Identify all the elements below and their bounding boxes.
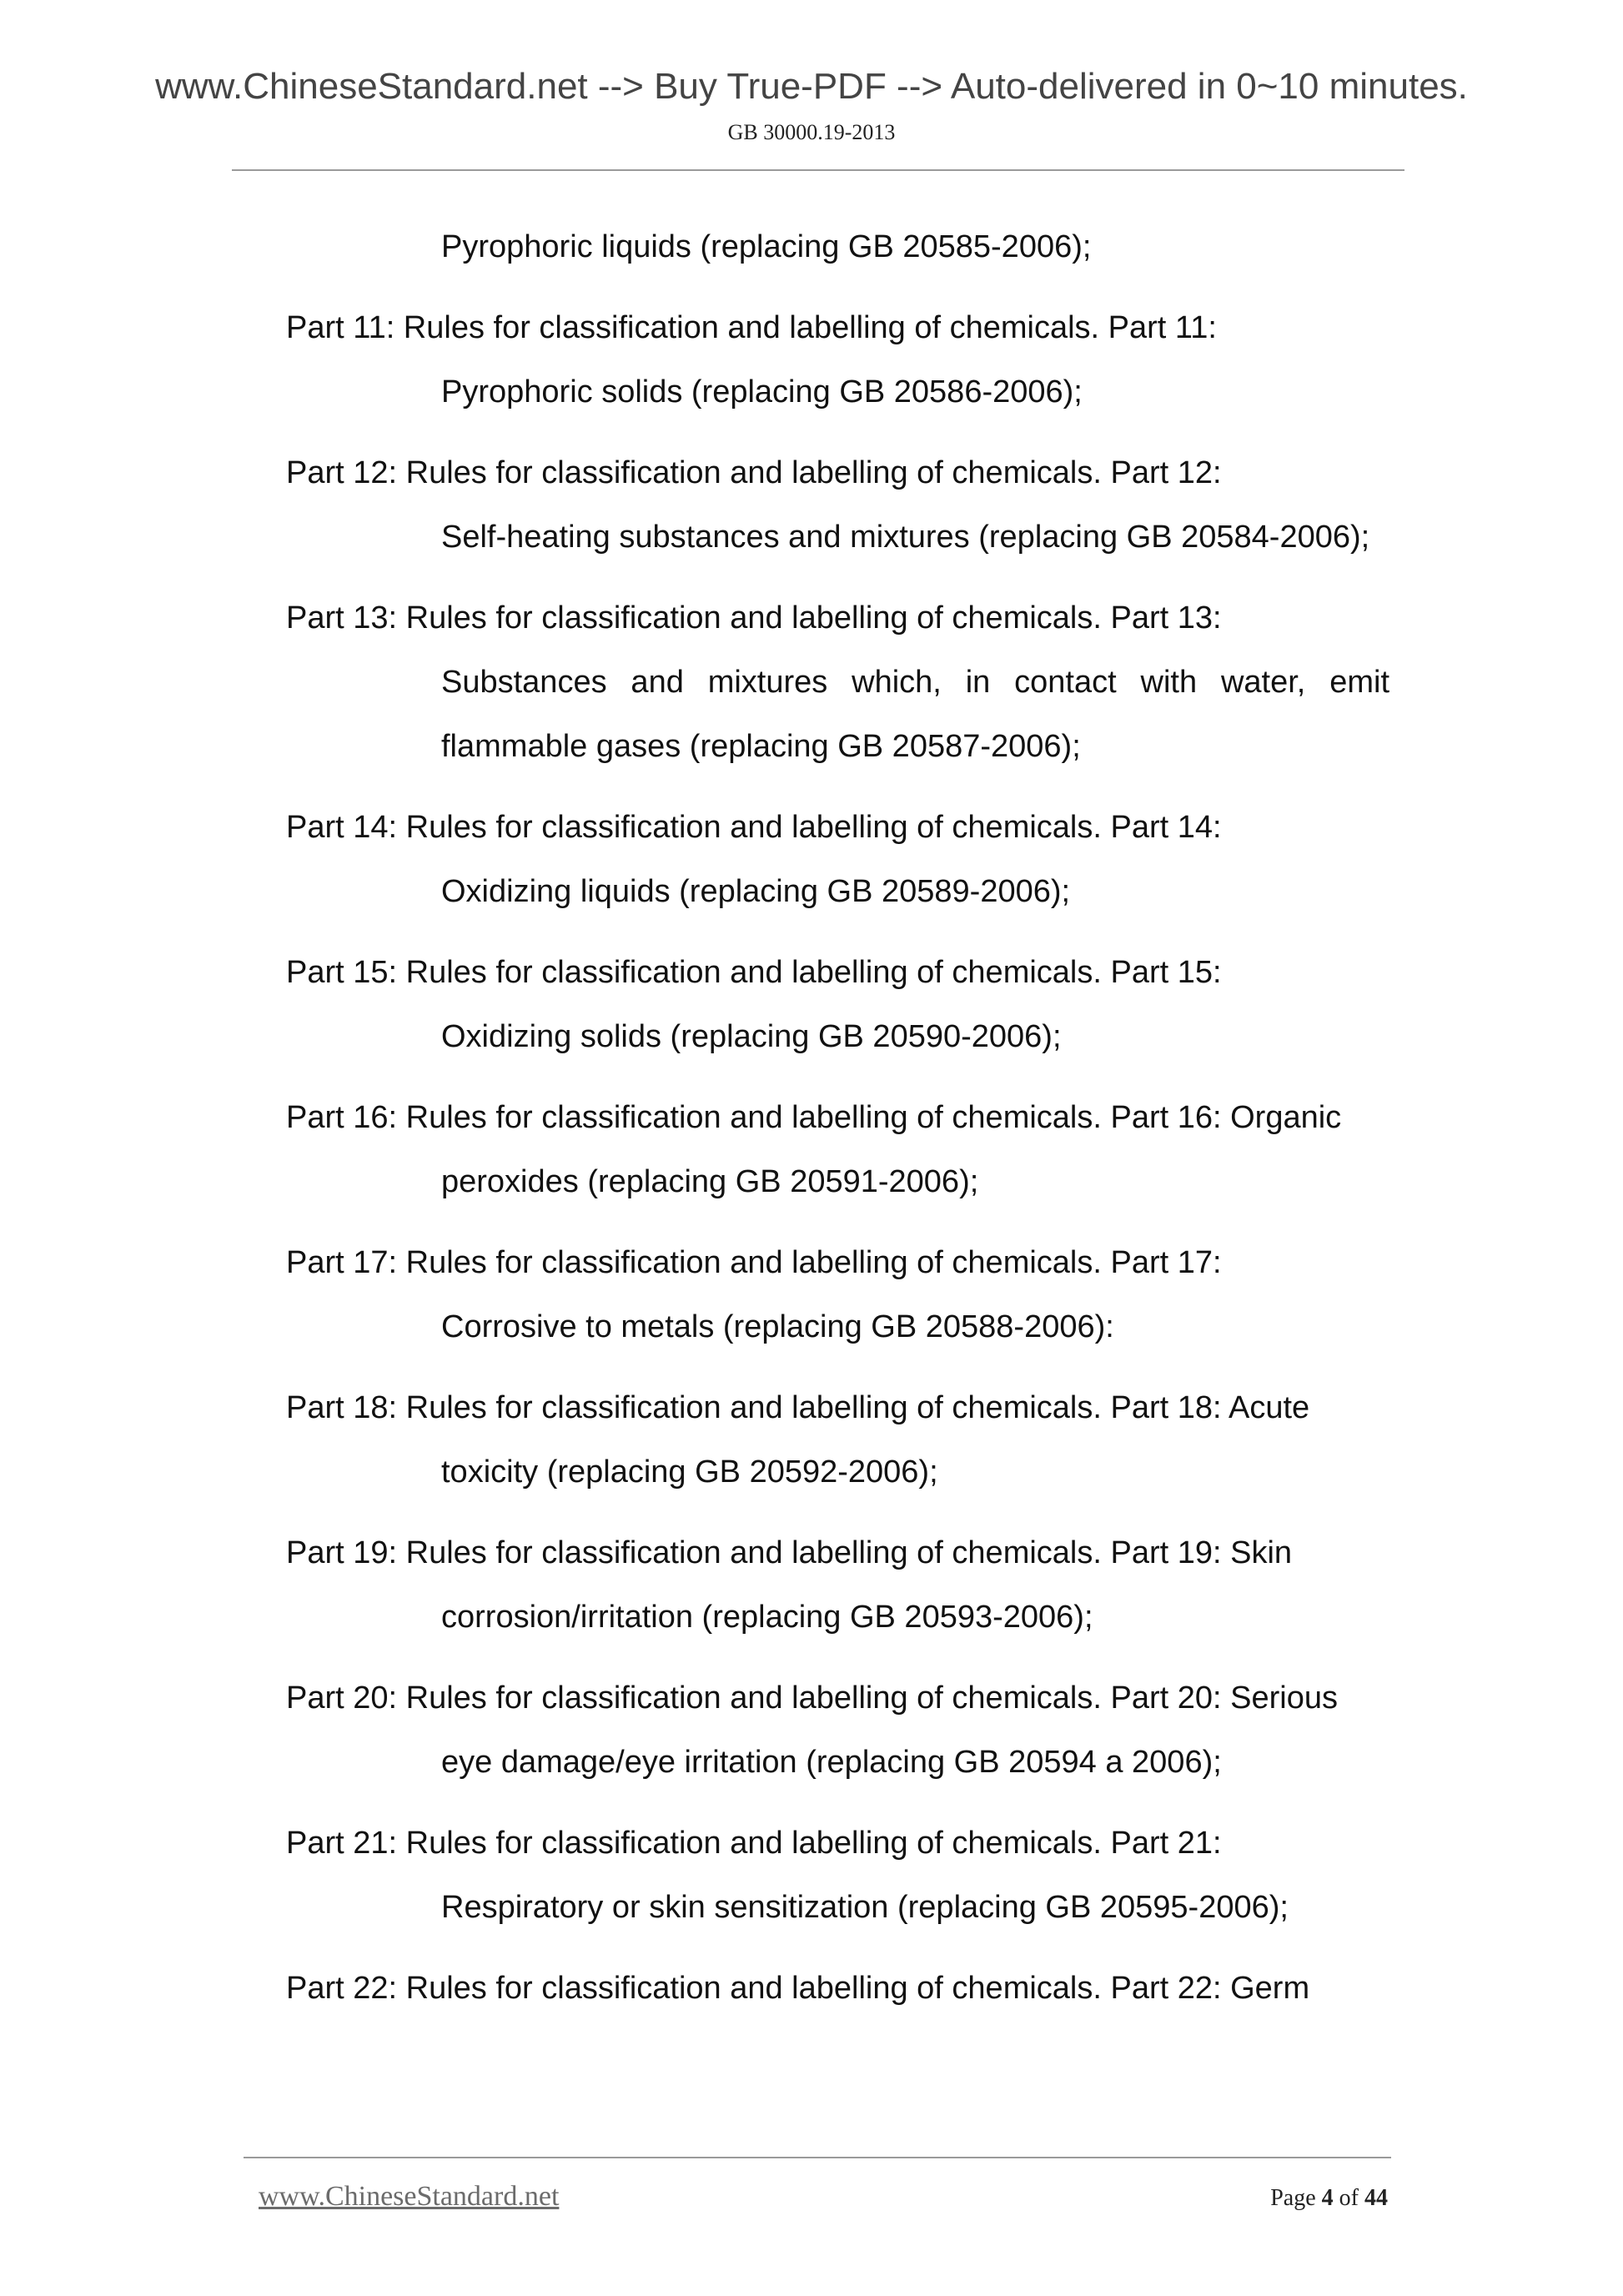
list-item [286,296,1389,425]
list-item [286,1086,1389,1214]
entry-heading: Part 19: Rules for classification and labelling of chemicals. Part 19: Skin [286,1535,1293,1570]
footer-site-link[interactable]: www.ChineseStandard.net [259,2181,560,2212]
list-item [286,586,1389,779]
list-item [286,1811,1389,1940]
entry-heading: Part 14: Rules for classification and labelling of chemicals. Part 14: [286,810,1222,845]
entry-continuation: corrosion/irritation (replacing GB 20593-2006); [441,1600,1093,1635]
footer-divider [244,2157,1391,2158]
entry-heading: Part 15: Rules for classification and labelling of chemicals. Part 15: [286,955,1222,990]
entry-heading: Part 11: Rules for classification and labelling of chemicals. Part 11: [286,310,1217,345]
list-item [286,441,1389,570]
entry-heading: Part 12: Rules for classification and labelling of chemicals. Part 12: [286,455,1222,490]
entry-continuation: Self-heating substances and mixtures (replacing GB 20584-2006); [441,520,1370,555]
header-divider [232,169,1404,171]
entry-heading: Part 21: Rules for classification and labelling of chemicals. Part 21: [286,1826,1222,1861]
entry-continuation: Oxidizing liquids (replacing GB 20589-2006); [441,874,1071,909]
entry-continuation: peroxides (replacing GB 20591-2006); [441,1164,979,1199]
entry-heading: Part 22: Rules for classification and labelling of chemicals. Part 22: Germ [286,1971,1310,2006]
page-total: 44 [1364,2185,1388,2211]
list-item [286,1957,1389,2021]
page-current: 4 [1321,2185,1334,2211]
list-item [286,1376,1389,1505]
entry-continuation: Respiratory or skin sensitization (replacing GB 20595-2006); [441,1890,1289,1925]
list-item [286,1521,1389,1650]
entry-continuation: Pyrophoric solids (replacing GB 20586-2006); [441,374,1083,409]
entry-heading: Part 20: Rules for classification and labelling of chemicals. Part 20: Serious [286,1681,1338,1716]
list-item [286,1231,1389,1359]
entry-continuation: eye damage/eye irritation (replacing GB 20594 a 2006); [441,1745,1222,1780]
list-item [286,215,1389,279]
entry-continuation: toxicity (replacing GB 20592-2006); [441,1454,938,1490]
document-body [286,215,1389,2021]
list-item [286,796,1389,924]
entry-heading: Part 13: Rules for classification and labelling of chemicals. Part 13: [286,600,1222,636]
site-banner[interactable]: www.ChineseStandard.net --> Buy True-PDF --> Auto-delivered in 0~10 minutes. [155,66,1468,107]
list-item [286,1666,1389,1795]
entry-continuation: Oxidizing solids (replacing GB 20590-2006); [441,1019,1062,1054]
entry-continuation: Corrosive to metals (replacing GB 20588-2006): [441,1309,1114,1344]
list-item [286,941,1389,1069]
page-label: Page [1270,2185,1316,2211]
standard-code: GB 30000.19-2013 [727,120,896,144]
page-indicator [1270,2183,1388,2213]
entry-heading: Part 18: Rules for classification and labelling of chemicals. Part 18: Acute [286,1390,1310,1425]
entry-heading: Part 16: Rules for classification and labelling of chemicals. Part 16: Organic [286,1100,1342,1135]
page-of: of [1339,2185,1359,2211]
entry-heading: Part 17: Rules for classification and labelling of chemicals. Part 17: [286,1245,1222,1280]
entry-continuation: Pyrophoric liquids (replacing GB 20585-2006); [441,229,1092,264]
entry-continuation: Substances and mixtures which, in contact with water, emit flammable gases (replacing GB 20587-2006); [441,665,1389,764]
